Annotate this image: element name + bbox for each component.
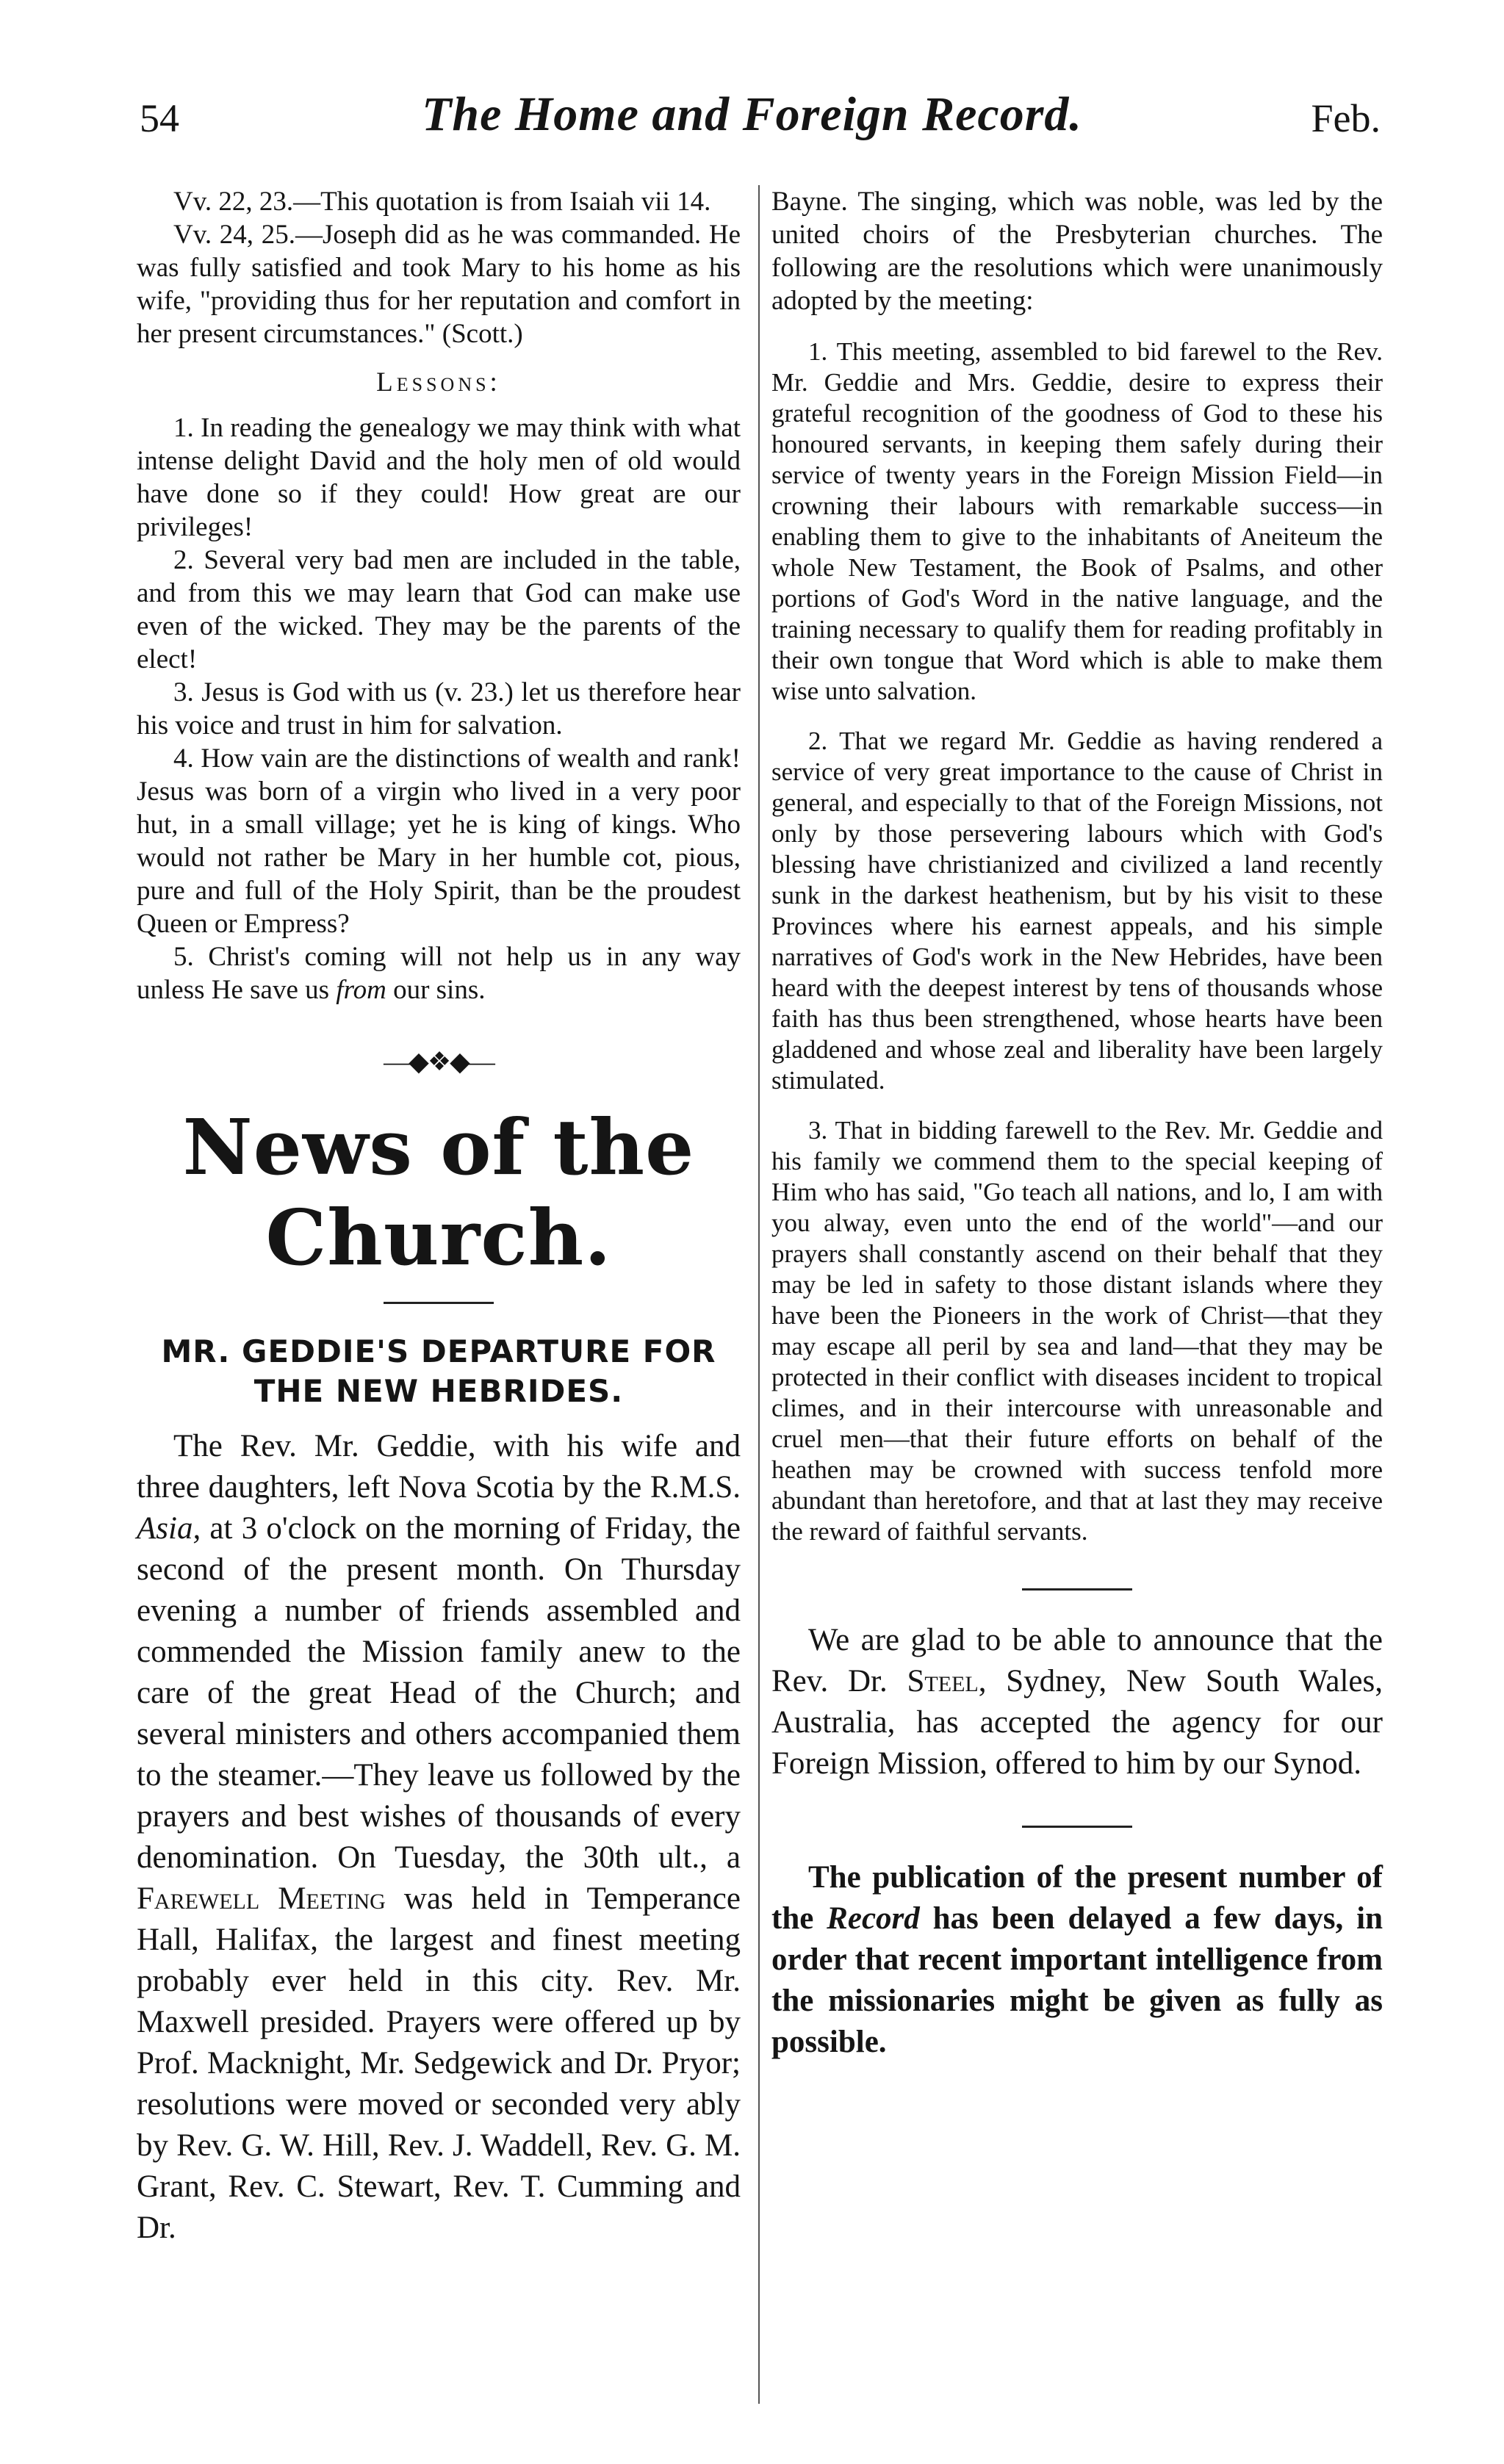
lesson-item: 5. Christ's coming will not help us in any way unless He save us from our sins. (137, 942, 741, 1005)
lessons-heading: Lessons: (376, 367, 501, 397)
column-divider (758, 185, 760, 2404)
article-body: The Rev. Mr. Geddie, with his wife and three daughters, left Nova Scotia by the R.M.S. Asia, at 3 o'clock on the morning of Friday, the second of the present month. On Thursday evening a number of friends assembled and commended the Mission family anew to the care of the great Head of the Church; and several ministers and others accompanied them to the steamer.—They leave us followed by the prayers and best wishes of thousands of every denomination. On Tuesday, the 30th ult., a Farewell Meeting was held in Temperance Hall, Halifax, the largest and finest meeting probably ever held in this city. Rev. Mr. Maxwell presided. Prayers were offered up by Prof. Macknight, Mr. Sedgewick and Dr. Pryor; resolutions were moved or seconded very ably by Rev. G. W. Hill, Rev. J. Waddell, Rev. G. M. Grant, Rev. C. Stewart, Rev. T. Cumming and Dr. (137, 1429, 741, 2245)
divider-rule (1022, 1826, 1132, 1828)
issue-month: Feb. (1311, 96, 1381, 140)
verse-note: Vv. 22, 23.—This quotation is from Isaiah vii 14. (173, 187, 711, 217)
resolution-item: 1. This meeting, assembled to bid farewel to the Rev. Mr. Geddie and Mrs. Geddie, desire to express their grateful recognition of the goodness of God to these his honoured servants, in keeping them safely during their service of twenty years in the Foreign Mission Field—in crowning their labours with remarkable success—in enabling them to give to the inhabitants of Aneiteum the whole New Testament, the Book of Psalms, and other portions of God's Word in the native language, and the training necessary to qualify them for reading profitably in their own tongue that Word which is able to make them wise unto salvation. (771, 337, 1383, 705)
verse-note: Vv. 24, 25.—Joseph did as he was commanded. He was fully satisfied and took Mary to his home as his wife, "providing thus for her reputation and comfort in her present circumstances." (Scott.) (137, 220, 741, 349)
article-title: MR. GEDDIE'S DEPARTURE FOR THE NEW HEBRIDES. (161, 1333, 716, 1409)
lesson-item: 3. Jesus is God with us (v. 23.) let us therefore hear his voice and trust in him for salvation. (137, 677, 741, 741)
lesson-item: 4. How vain are the distinctions of wealth and rank! Jesus was born of a virgin who lived in a very poor hut, in a small village; yet he is king of kings. Who would not rather be Mary in her humble cot, pious, pure and full of the Holy Spirit, than be the proudest Queen or Empress? (137, 743, 741, 939)
resolution-item: 2. That we regard Mr. Geddie as having rendered a service of very great importance to the cause of Christ in general, and especially to that of the Foreign Missions, not only by those persevering labours which with God's blessing have christianized and civilized a land recently sunk in the darkest heathenism, but by his visit to these Provinces where his earnest appeals, and his simple narratives of God's work in the New Hebrides, have been heard with the deepest interest by tens of thousands whose faith has thus been strengthened, whose hearts have been gladdened and whose zeal and liberality have been largely stimulated. (771, 727, 1383, 1095)
ornamental-divider: —◆❖◆— (384, 1047, 494, 1076)
lesson-item: 1. In reading the genealogy we may think with what intense delight David and the holy men of old would have done so if they could! How great are our privileges! (137, 413, 741, 542)
running-title: The Home and Foreign Record. (422, 87, 1082, 141)
article-continuation: Bayne. The singing, which was noble, was led by the united choirs of the Presbyterian churches. The following are the resolutions which were unanimously adopted by the meeting: (771, 187, 1383, 316)
page-header (0, 87, 1504, 167)
section-title: News of the Church. (182, 1102, 695, 1283)
notice-paragraph: We are glad to be able to announce that the Rev. Dr. Steel, Sydney, New South Wales, Australia, has accepted the agency for our Foreign Mission, offered to him by our Synod. (771, 1623, 1383, 1781)
right-column (771, 185, 1383, 2063)
lesson-item: 2. Several very bad men are included in the table, and from this we may learn that God can make use even of the wicked. They may be the parents of the elect! (137, 545, 741, 674)
left-column (137, 185, 741, 2249)
page-number: 54 (140, 96, 179, 140)
divider-rule (384, 1302, 494, 1304)
divider-rule (1022, 1588, 1132, 1591)
notice-paragraph: The publication of the present number of the Record has been delayed a few days, in order that recent important intelligence from the missionaries might be given as fully as possible. (771, 1860, 1383, 2059)
resolution-item: 3. That in bidding farewell to the Rev. Mr. Geddie and his family we commend them to the special keeping of Him who has said, "Go teach all nations, and lo, I am with you alway, even unto the end of the world"—and our prayers shall constantly ascend on their behalf that they may be led in safety to those distant islands where they have been the Pioneers in the work of Christ—that they may escape all peril by sea and land—that they may be protected in their conflict with diseases incident to tropical climes, and in their intercourse with unreasonable and cruel men—that their future efforts on behalf of the heathen may be crowned with success tenfold more abundant than heretofore, and that at last they may receive the reward of faithful servants. (771, 1116, 1383, 1546)
